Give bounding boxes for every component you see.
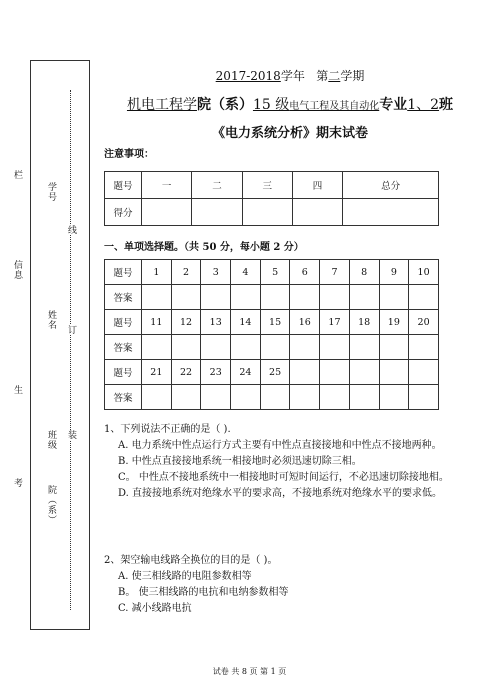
- answer-cell[interactable]: [320, 285, 350, 310]
- answer-row-label: 题号: [105, 260, 142, 285]
- answer-row-label: 题号: [105, 360, 142, 385]
- answer-cell[interactable]: [379, 335, 409, 360]
- binding-strip: [30, 60, 90, 630]
- question-stem: 2、架空输电线路全换位的目的是（ )。: [104, 555, 278, 566]
- answer-table-row: [105, 360, 439, 385]
- term-prefix: 第: [316, 69, 329, 83]
- question-number-cell: 14: [231, 310, 261, 335]
- score-header-row: [105, 172, 439, 199]
- answer-cell[interactable]: [171, 385, 201, 410]
- term-num: 二: [328, 69, 341, 83]
- question-number-cell: [409, 360, 439, 385]
- notice-label: 注意事项：: [104, 149, 154, 160]
- answer-cell[interactable]: [142, 285, 172, 310]
- question-number-cell: 13: [201, 310, 231, 335]
- grade: 15 级: [252, 97, 290, 113]
- binding-lan: 栏: [12, 170, 22, 180]
- answer-cell[interactable]: [231, 385, 261, 410]
- answer-table-row: [105, 260, 439, 285]
- binding-sheng: 生: [12, 385, 22, 395]
- answer-cell[interactable]: [171, 335, 201, 360]
- answer-cell[interactable]: [290, 385, 320, 410]
- college-line: [100, 94, 480, 114]
- answer-table-row: [105, 285, 439, 310]
- answer-row-label: 答案: [105, 385, 142, 410]
- binding-xian: 线: [66, 225, 76, 235]
- score-row: [105, 199, 439, 226]
- question-number-cell: 20: [409, 310, 439, 335]
- score-header-cell: 二: [192, 172, 242, 199]
- question-number-cell: 24: [231, 360, 261, 385]
- dept: 院（系）: [196, 97, 253, 113]
- score-table: [104, 171, 439, 226]
- question-number-cell: 22: [171, 360, 201, 385]
- binding-banji: 班级: [46, 430, 56, 450]
- answer-cell[interactable]: [201, 385, 231, 410]
- exam-title: 《电力系统分析》期末试卷: [211, 126, 368, 141]
- answer-cell[interactable]: [260, 335, 290, 360]
- question-number-cell: [320, 360, 350, 385]
- answer-row-label: 题号: [105, 310, 142, 335]
- score-header-cell: 一: [142, 172, 192, 199]
- answer-cell[interactable]: [171, 285, 201, 310]
- class-nums: 1、2: [407, 97, 440, 113]
- score-header-cell: 三: [242, 172, 292, 199]
- question-number-cell: 4: [231, 260, 261, 285]
- answer-table: [104, 259, 439, 410]
- question-2: [104, 553, 449, 617]
- score-header-cell: 四: [292, 172, 342, 199]
- question-number-cell: 23: [201, 360, 231, 385]
- question-number-cell: 1: [142, 260, 172, 285]
- answer-row-label: 答案: [105, 335, 142, 360]
- question-number-cell: 9: [379, 260, 409, 285]
- question-number-cell: 6: [290, 260, 320, 285]
- binding-xuehao: 学号: [46, 182, 56, 202]
- answer-cell[interactable]: [379, 285, 409, 310]
- cut-line: [70, 90, 71, 610]
- score-row-label: 得分: [105, 199, 142, 226]
- option-c: C。 中性点不接地系统中一相接地时可短时间运行，不必迅速切除接地相。: [118, 472, 449, 483]
- answer-cell[interactable]: [201, 335, 231, 360]
- score-header-cell: 总分: [343, 172, 439, 199]
- question-number-cell: 19: [379, 310, 409, 335]
- option-b: B。 使三相线路的电抗和电纳参数相等: [118, 587, 289, 598]
- answer-cell[interactable]: [349, 335, 379, 360]
- answer-table-row: [105, 385, 439, 410]
- year: 2017-2018: [215, 69, 281, 83]
- answer-table-row: [105, 335, 439, 360]
- question-number-cell: 8: [349, 260, 379, 285]
- question-number-cell: 21: [142, 360, 172, 385]
- binding-xinxi: 信息: [12, 260, 22, 280]
- answer-cell[interactable]: [231, 335, 261, 360]
- question-stem: 1、下列说法不正确的是（ ).: [104, 424, 231, 435]
- question-number-cell: 18: [349, 310, 379, 335]
- binding-xingming: 姓名: [46, 310, 56, 330]
- answer-table-row: [105, 310, 439, 335]
- answer-cell[interactable]: [142, 335, 172, 360]
- answer-cell[interactable]: [320, 335, 350, 360]
- term-suffix: 学期: [340, 69, 365, 83]
- answer-cell[interactable]: [320, 385, 350, 410]
- score-cell[interactable]: [192, 199, 242, 226]
- major-suffix: 专业: [379, 97, 408, 113]
- score-cell[interactable]: [242, 199, 292, 226]
- option-a: A. 使三相线路的电阻参数相等: [118, 571, 252, 582]
- answer-cell[interactable]: [201, 285, 231, 310]
- question-number-cell: 15: [260, 310, 290, 335]
- binding-zhuang: 装: [66, 430, 76, 440]
- answer-cell[interactable]: [290, 335, 320, 360]
- option-d: D. 直接接地系统对绝缘水平的要求高，不接地系统对绝缘水平的要求低。: [118, 488, 443, 499]
- question-number-cell: 10: [409, 260, 439, 285]
- question-number-cell: [379, 360, 409, 385]
- question-number-cell: 16: [290, 310, 320, 335]
- score-cell[interactable]: [343, 199, 439, 226]
- term-line: [100, 67, 480, 84]
- answer-cell[interactable]: [409, 385, 439, 410]
- binding-kao: 考: [12, 478, 22, 488]
- score-cell[interactable]: [292, 199, 342, 226]
- answer-row-label: 答案: [105, 285, 142, 310]
- binding-yuanxi: 院（系）: [46, 485, 56, 525]
- section-1-title: 一、单项选择题。（共 50 分，每小题 2 分）: [104, 242, 304, 253]
- answer-cell[interactable]: [409, 335, 439, 360]
- option-c: C. 减小线路电抗: [118, 603, 192, 614]
- answer-cell[interactable]: [231, 285, 261, 310]
- year-suffix: 学年: [280, 69, 305, 83]
- answer-cell[interactable]: [260, 285, 290, 310]
- question-1: [104, 422, 449, 502]
- answer-cell[interactable]: [409, 285, 439, 310]
- class-suffix: 班: [439, 97, 454, 113]
- college-name: 机电工程学: [126, 97, 197, 113]
- answer-cell[interactable]: [379, 385, 409, 410]
- binding-ding: 订: [66, 325, 76, 335]
- question-number-cell: 7: [320, 260, 350, 285]
- score-header-cell: 题号: [105, 172, 142, 199]
- answer-cell[interactable]: [349, 285, 379, 310]
- score-cell[interactable]: [142, 199, 192, 226]
- answer-cell[interactable]: [260, 385, 290, 410]
- question-number-cell: 5: [260, 260, 290, 285]
- page-footer: 试卷 共 8 页 第 1 页: [212, 667, 287, 676]
- option-a: A. 电力系统中性点运行方式主要有中性点直接接地和中性点不接地两种。: [118, 440, 442, 451]
- question-number-cell: 25: [260, 360, 290, 385]
- answer-cell[interactable]: [349, 385, 379, 410]
- major: 电气工程及其自动化: [289, 101, 380, 112]
- option-b: B. 中性点直接接地系统一相接地时必须迅速切除三相。: [118, 456, 362, 467]
- question-number-cell: 12: [171, 310, 201, 335]
- question-number-cell: 3: [201, 260, 231, 285]
- question-number-cell: [290, 360, 320, 385]
- question-number-cell: 11: [142, 310, 172, 335]
- question-number-cell: 17: [320, 310, 350, 335]
- answer-cell[interactable]: [142, 385, 172, 410]
- answer-cell[interactable]: [290, 285, 320, 310]
- question-number-cell: [349, 360, 379, 385]
- question-number-cell: 2: [171, 260, 201, 285]
